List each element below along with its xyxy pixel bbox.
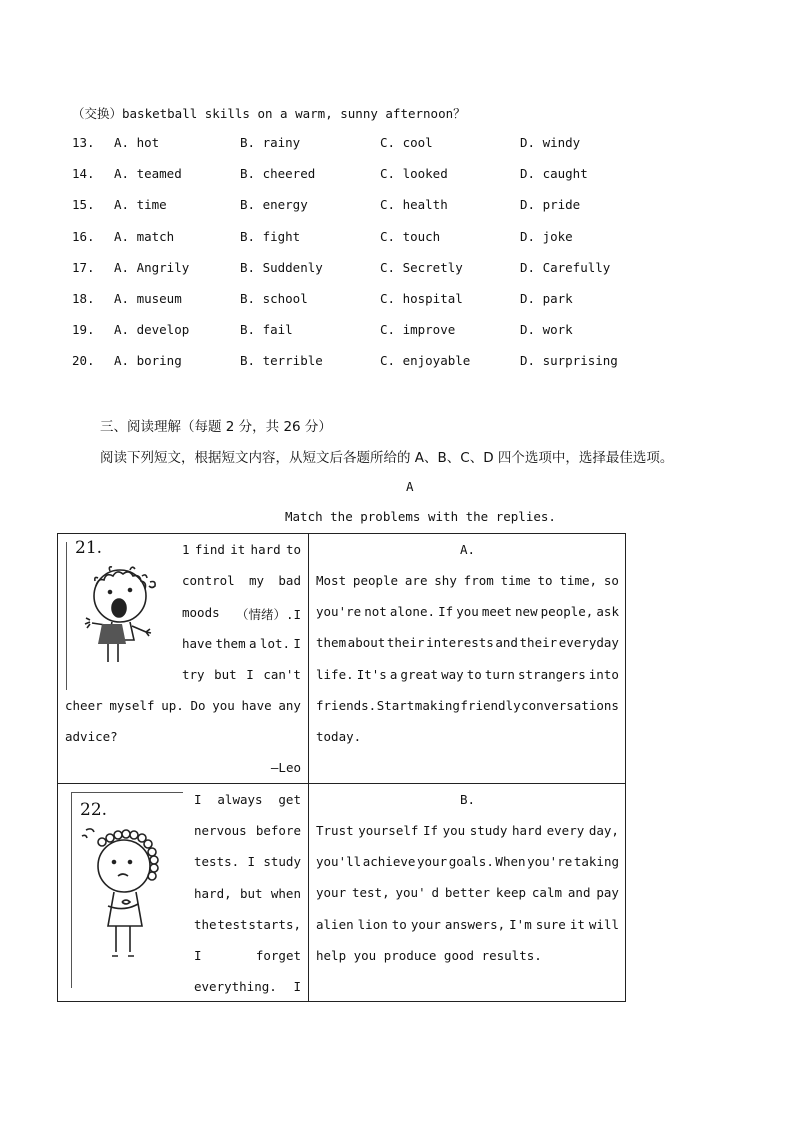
angry-kid-illustration (72, 564, 172, 689)
section-title: 三、阅读理解（每题 2 分，共 26 分） (100, 419, 332, 435)
nervous-kid-illustration (76, 826, 176, 976)
option-row (72, 260, 632, 280)
passage-intro: Match the problems with the replies. (285, 509, 556, 524)
reply-label-b: B. (459, 792, 476, 807)
option-row (72, 166, 632, 186)
problem-21-text-line: moods （情绪）.I (182, 605, 301, 622)
problem-22-text-line: hard, but when (194, 885, 301, 901)
problem-21-text-line: have them a lot. I (182, 636, 301, 651)
option-b: B. cheered (240, 166, 316, 182)
option-d: D. surprising (520, 353, 618, 369)
problem-22-text-line: nervous before (194, 823, 301, 839)
option-c: C. looked (380, 166, 448, 182)
problem-21-signature: —Leo (270, 760, 301, 775)
reply-text-line: today. (316, 729, 362, 744)
option-c: C. improve (380, 322, 456, 338)
option-a: A. hot (114, 135, 160, 150)
problem-21-text-line: 1 find it hard to (182, 542, 301, 557)
option-row (72, 322, 632, 342)
problem-number-21: 21. (75, 538, 103, 558)
option-c: C. cool (380, 135, 433, 150)
option-b: B. fail (240, 322, 293, 338)
problem-21-text-line: advice? (65, 729, 118, 744)
question-number: 15. (72, 197, 95, 213)
option-b: B. school (240, 291, 308, 306)
reply-text-line: life. It's a great way to turn strangers into (316, 666, 619, 682)
option-d: D. Carefully (520, 259, 611, 275)
option-row (72, 353, 632, 373)
option-b: B. energy (240, 197, 308, 213)
problem-number-22: 22. (80, 800, 108, 820)
image-frame-line (71, 792, 183, 793)
option-row (72, 229, 632, 249)
option-b: B. Suddenly (240, 259, 323, 275)
reply-text-line: friends. Start making friendly conversations (316, 697, 619, 713)
option-a: A. develop (114, 322, 190, 338)
reply-cell-a (309, 534, 626, 784)
option-row (72, 291, 632, 311)
option-row (72, 135, 632, 155)
question-number: 20. (72, 353, 95, 369)
problem-22-text-line: I always get (194, 792, 301, 807)
passage-continuation-line: （交换）basketball skills on a warm, sunny afternoon？ (72, 106, 466, 121)
option-a: A. match (114, 228, 175, 244)
passage-label: A (406, 479, 414, 494)
reply-text-line: help you produce good results. (316, 947, 542, 963)
question-number: 18. (72, 291, 95, 306)
option-b: B. terrible (240, 353, 323, 369)
match-table (57, 533, 626, 1002)
problem-21-text-line: control my bad (182, 573, 301, 588)
option-a: A. time (114, 197, 167, 213)
problem-22-text-line: the test starts, (194, 916, 301, 932)
reply-text-line: Trust yourself If you study hard every day, (316, 823, 619, 838)
problem-cell-21 (58, 534, 309, 784)
option-c: C. touch (380, 228, 441, 244)
option-a: A. boring (114, 353, 182, 369)
question-number: 16. (72, 228, 95, 244)
option-c: C. enjoyable (380, 353, 471, 369)
option-d: D. windy (520, 135, 581, 150)
reply-cell-b (309, 784, 626, 1002)
reply-text-line: your test, you' d better keep calm and pay (316, 885, 619, 901)
option-d: D. joke (520, 228, 573, 244)
option-b: B. fight (240, 228, 301, 244)
question-number: 19. (72, 322, 95, 338)
image-frame-line (66, 542, 67, 690)
reply-text-line: alien lion to your answers, I'm sure it will (316, 916, 619, 932)
question-number: 13. (72, 135, 95, 150)
option-b: B. rainy (240, 135, 301, 150)
reply-text-line: you'll achieve your goals. When you're taking (316, 854, 619, 870)
problem-22-text-line: everything. I (194, 979, 301, 995)
reply-text-line: you're not alone. If you meet new people, ask (316, 604, 619, 620)
option-c: C. Secretly (380, 259, 463, 275)
problem-cell-22 (58, 784, 309, 1002)
reply-label-a: A. (459, 542, 476, 557)
question-number: 14. (72, 166, 95, 182)
image-frame-line (71, 792, 72, 988)
option-a: A. Angrily (114, 259, 190, 275)
option-c: C. health (380, 197, 448, 213)
option-d: D. pride (520, 197, 581, 213)
option-d: D. park (520, 291, 573, 306)
reply-text-line: them about their interests and their everyday (316, 635, 619, 651)
option-a: A. teamed (114, 166, 182, 182)
problem-21-text-line: cheer myself up. Do you have any (65, 698, 301, 713)
problem-22-text-line: I forget (194, 948, 301, 963)
option-d: D. caught (520, 166, 588, 182)
section-instructions: 阅读下列短文，根据短文内容，从短文后各题所给的 A、B、C、D 四个选项中，选择最佳选项。 (100, 450, 674, 466)
reply-text-line: Most people are shy from time to time, so (316, 573, 619, 588)
option-a: A. museum (114, 291, 182, 306)
problem-22-text-line: tests. I study (194, 854, 301, 870)
question-number: 17. (72, 259, 95, 275)
option-d: D. work (520, 322, 573, 338)
problem-21-text-line: try but I can't (182, 667, 301, 682)
option-c: C. hospital (380, 291, 463, 306)
option-row (72, 197, 632, 217)
